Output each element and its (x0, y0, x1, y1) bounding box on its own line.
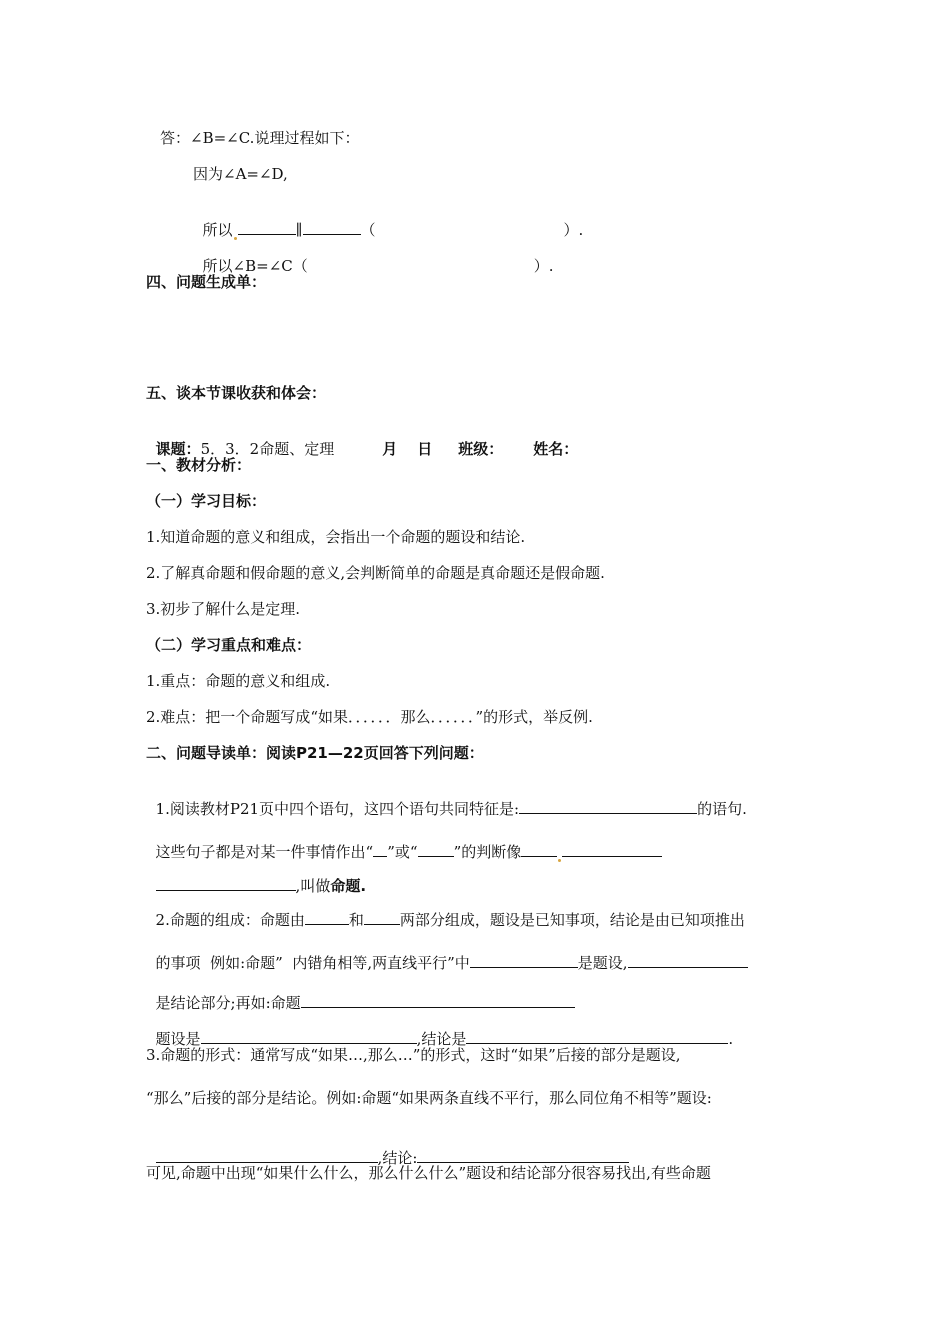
q1-text-b: 的语句. (697, 800, 747, 818)
q2-blank-part-2[interactable] (364, 910, 400, 925)
q2-blank-proposition[interactable] (301, 993, 575, 1008)
q2-text-b: 和 (348, 911, 364, 929)
topic-label: 课题： (155, 440, 201, 458)
goal-3: 3.初步了解什么是定理. (146, 600, 301, 618)
q2-text-a: 2.命题的组成：命题由 (155, 911, 305, 929)
goal-2: 2.了解真命题和假命题的意义,会判断简单的命题是真命题还是假命题. (146, 564, 605, 582)
answer-line-2: 因为∠A=∠D, (193, 165, 288, 183)
topic-text: 5．3．2命题、定理 (200, 440, 335, 458)
q1-blank-example-c[interactable] (156, 876, 296, 891)
question-3-line-4: 可见,命题中出现“如果什么什么，那么什么什么”题设和结论部分很容易找出,有些命题 (146, 1164, 711, 1182)
q2-text-i: . (728, 1030, 734, 1048)
answer-line-4 (193, 236, 554, 275)
question-2-line-1 (146, 890, 745, 929)
q1-text-d: ”或“ (387, 843, 418, 861)
blank-line-b[interactable] (303, 220, 361, 235)
part-1-title: 一、教材分析： (146, 456, 252, 474)
question-3-line-1: 3.命题的形式：通常写成“如果…,那么…”的形式，这时“如果”后接的部分是题设, (146, 1046, 681, 1064)
goal-1: 1.知道命题的意义和组成，会指出一个命题的题设和结论. (146, 528, 526, 546)
q2-text-e: 是题设, (577, 954, 628, 972)
section-5-heading: 五、谈本节课收获和体会： (146, 384, 327, 402)
lesson-header (146, 419, 579, 458)
q2-text-h: ,结论是 (416, 1030, 467, 1048)
answer-line-1: 答：∠B=∠C.说理过程如下： (160, 129, 360, 147)
so-angles-text: 所以∠B=∠C（ (202, 257, 308, 275)
paren-open: （ (360, 221, 376, 239)
question-3-line-2: “那么”后接的部分是结论。例如:命题“如果两条直线不平行，那么同位角不相等”题设: (146, 1089, 712, 1107)
name-label: 姓名： (533, 440, 579, 458)
q2-blank-conc-2[interactable] (466, 1029, 728, 1044)
question-2-line-4 (146, 1009, 734, 1048)
q2-blank-conclusion[interactable] (628, 953, 748, 968)
mark-dot-2 (558, 859, 561, 862)
question-1-line-2 (146, 822, 662, 861)
so-text: 所以 (202, 221, 233, 239)
question-2-line-2 (146, 933, 748, 972)
q1-text-c: 这些句子都是对某一件事情作出“ (155, 843, 374, 861)
section-4-heading: 四、问题生成单： (146, 273, 267, 291)
goals-subtitle: （一）学习目标： (146, 492, 267, 510)
q1-text-a: 1.阅读教材P21页中四个语句，这四个语句共同特征是: (155, 800, 520, 818)
q2-blank-part-1[interactable] (305, 910, 349, 925)
day-label: 日 (417, 440, 433, 458)
question-2-line-3 (146, 973, 575, 1012)
part-2-title: 二、问题导读单：阅读P21—22页回答下列问题： (146, 744, 484, 762)
month-label: 月 (382, 440, 398, 458)
paren-close-2: ）. (533, 257, 554, 275)
q3-text-c: ,结论: (377, 1149, 418, 1167)
q1-blank-example-a[interactable] (521, 842, 557, 857)
q3-blank-hypothesis[interactable] (156, 1148, 378, 1163)
q1-blank-judge-2[interactable] (418, 842, 454, 857)
class-label: 班级： (458, 440, 504, 458)
parallel-sign: ∥ (295, 221, 303, 239)
q3-blank-conclusion[interactable] (417, 1148, 629, 1163)
key-point-2: 2.难点：把一个命题写成“如果．．．．．．那么．．．．．．”的形式，举反例. (146, 708, 593, 726)
q2-blank-hyp-2[interactable] (201, 1029, 417, 1044)
q1-blank-feature[interactable] (519, 799, 697, 814)
key-point-1: 1.重点：命题的意义和组成. (146, 672, 331, 690)
q1-text-f: ,叫做 (295, 877, 331, 895)
q2-text-f: 是结论部分;再如:命题 (155, 994, 301, 1012)
q2-text-c: 两部分组成，题设是已知事项，结论是由已知项推出 (399, 911, 745, 929)
blank-line-a[interactable] (238, 220, 296, 235)
q2-text-g: 题设是 (155, 1030, 201, 1048)
q1-blank-judge-1[interactable] (373, 842, 387, 857)
q2-text-d: 的事项 例如:命题” 内错角相等,两直线平行”中 (155, 954, 470, 972)
answer-line-3 (193, 200, 584, 239)
question-3-line-3 (146, 1128, 629, 1167)
question-1-line-1 (146, 779, 747, 818)
q1-blank-example-b[interactable] (562, 842, 662, 857)
q1-term: 命题. (330, 877, 367, 895)
key-points-subtitle: （二）学习重点和难点： (146, 636, 312, 654)
q2-blank-hypothesis[interactable] (470, 953, 578, 968)
q1-text-e: ”的判断像 (453, 843, 522, 861)
paren-close: ）. (563, 221, 584, 239)
question-1-line-3 (146, 856, 367, 895)
